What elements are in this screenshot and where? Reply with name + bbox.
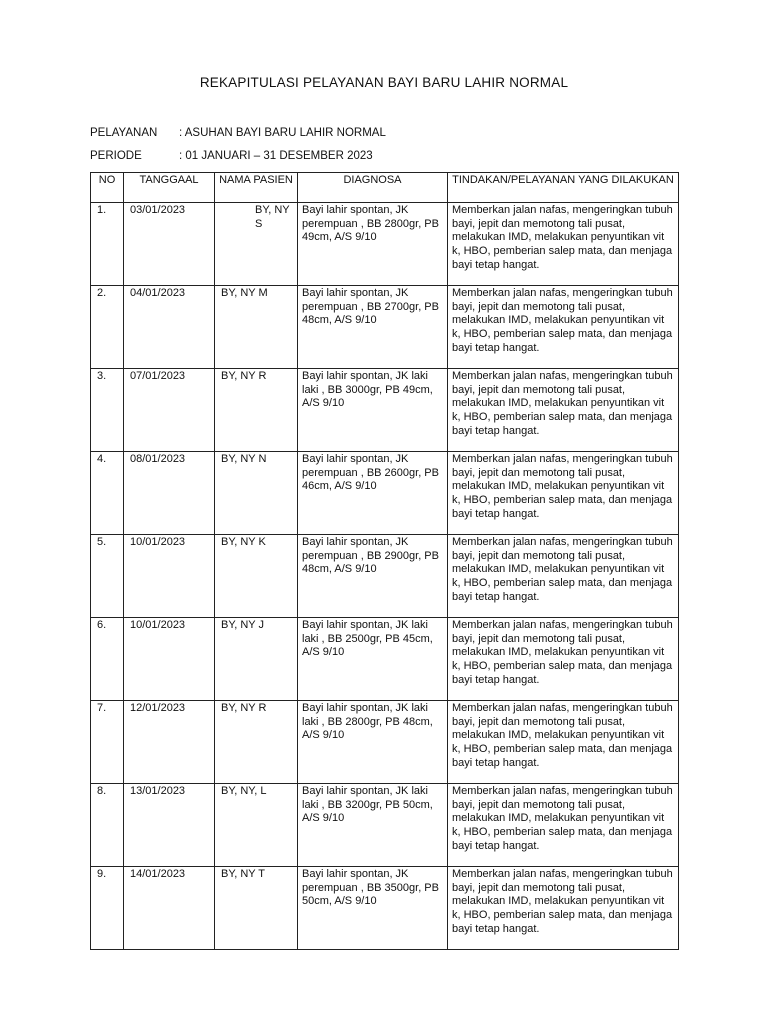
header-diagnosa: DIAGNOSA — [298, 173, 448, 203]
table-body — [91, 203, 679, 950]
header-tanggal: TANGGAAL — [124, 173, 215, 203]
cell-tindakan: Memberkan jalan nafas, mengeringkan tubuh bayi, jepit dan memotong tali pusat, melakukan IMD, melakukan penyuntikan vit k, HBO, pemberian salep mata, dan menjaga bayi tetap hangat. — [448, 867, 679, 950]
cell-no: 2. — [91, 286, 124, 369]
meta-value: : 01 JANUARI – 31 DESEMBER 2023 — [179, 150, 373, 162]
cell-tanggal: 03/01/2023 — [124, 203, 215, 286]
table-row — [91, 867, 679, 950]
cell-no: 9. — [91, 867, 124, 950]
cell-tindakan: Memberkan jalan nafas, mengeringkan tubuh bayi, jepit dan memotong tali pusat, melakukan IMD, melakukan penyuntikan vit k, HBO, pemberian salep mata, dan menjaga bayi tetap hangat. — [448, 286, 679, 369]
cell-tindakan: Memberkan jalan nafas, mengeringkan tubuh bayi, jepit dan memotong tali pusat, melakukan IMD, melakukan penyuntikan vit k, HBO, pemberian salep mata, dan menjaga bayi tetap hangat. — [448, 535, 679, 618]
cell-nama: BY, NY R — [215, 701, 298, 784]
cell-nama: BY, NY, L — [215, 784, 298, 867]
table-row — [91, 369, 679, 452]
cell-diagnosa: Bayi lahir spontan, JK laki laki , BB 2500gr, PB 45cm, A/S 9/10 — [298, 618, 448, 701]
header-no: NO — [91, 173, 124, 203]
cell-diagnosa: Bayi lahir spontan, JK perempuan , BB 2900gr, PB 48cm, A/S 9/10 — [298, 535, 448, 618]
meta-periode — [90, 150, 373, 162]
cell-tanggal: 12/01/2023 — [124, 701, 215, 784]
cell-no: 4. — [91, 452, 124, 535]
cell-diagnosa: Bayi lahir spontan, JK laki laki , BB 3000gr, PB 49cm, A/S 9/10 — [298, 369, 448, 452]
rekap-table — [90, 172, 679, 950]
cell-nama: BY, NY R — [215, 369, 298, 452]
cell-no: 6. — [91, 618, 124, 701]
meta-label: PERIODE — [90, 150, 142, 162]
cell-tindakan: Memberkan jalan nafas, mengeringkan tubuh bayi, jepit dan memotong tali pusat, melakukan IMD, melakukan penyuntikan vit k, HBO, pemberian salep mata, dan menjaga bayi tetap hangat. — [448, 784, 679, 867]
page-title: REKAPITULASI PELAYANAN BAYI BARU LAHIR NORMAL — [199, 75, 569, 90]
cell-tindakan: Memberkan jalan nafas, mengeringkan tubuh bayi, jepit dan memotong tali pusat, melakukan IMD, melakukan penyuntikan vit k, HBO, pemberian salep mata, dan menjaga bayi tetap hangat. — [448, 618, 679, 701]
cell-tanggal: 14/01/2023 — [124, 867, 215, 950]
cell-diagnosa: Bayi lahir spontan, JK perempuan , BB 2600gr, PB 46cm, A/S 9/10 — [298, 452, 448, 535]
cell-diagnosa: Bayi lahir spontan, JK perempuan , BB 3500gr, PB 50cm, A/S 9/10 — [298, 867, 448, 950]
cell-no: 8. — [91, 784, 124, 867]
cell-diagnosa: Bayi lahir spontan, JK laki laki , BB 2800gr, PB 48cm, A/S 9/10 — [298, 701, 448, 784]
cell-no: 1. — [91, 203, 124, 286]
cell-nama: BY, NY T — [215, 867, 298, 950]
cell-no: 7. — [91, 701, 124, 784]
cell-tindakan: Memberkan jalan nafas, mengeringkan tubuh bayi, jepit dan memotong tali pusat, melakukan IMD, melakukan penyuntikan vit k, HBO, pemberian salep mata, dan menjaga bayi tetap hangat. — [448, 452, 679, 535]
header-tindakan: TINDAKAN/PELAYANAN YANG DILAKUKAN — [448, 173, 679, 203]
cell-tindakan: Memberkan jalan nafas, mengeringkan tubuh bayi, jepit dan memotong tali pusat, melakukan IMD, melakukan penyuntikan vit k, HBO, pemberian salep mata, dan menjaga bayi tetap hangat. — [448, 203, 679, 286]
table-row — [91, 286, 679, 369]
meta-pelayanan — [90, 127, 386, 139]
header-nama: NAMA PASIEN — [215, 173, 298, 203]
cell-tindakan: Memberkan jalan nafas, mengeringkan tubuh bayi, jepit dan memotong tali pusat, melakukan IMD, melakukan penyuntikan vit k, HBO, pemberian salep mata, dan menjaga bayi tetap hangat. — [448, 369, 679, 452]
cell-no: 3. — [91, 369, 124, 452]
cell-tanggal: 04/01/2023 — [124, 286, 215, 369]
cell-tanggal: 10/01/2023 — [124, 535, 215, 618]
cell-diagnosa: Bayi lahir spontan, JK perempuan , BB 2700gr, PB 48cm, A/S 9/10 — [298, 286, 448, 369]
cell-nama: BY, NY M — [215, 286, 298, 369]
cell-tindakan: Memberkan jalan nafas, mengeringkan tubuh bayi, jepit dan memotong tali pusat, melakukan IMD, melakukan penyuntikan vit k, HBO, pemberian salep mata, dan menjaga bayi tetap hangat. — [448, 701, 679, 784]
table-row — [91, 535, 679, 618]
cell-nama: BY, NY K — [215, 535, 298, 618]
cell-nama: BY, NY S — [215, 203, 298, 286]
cell-nama: BY, NY N — [215, 452, 298, 535]
meta-label: PELAYANAN — [90, 127, 158, 139]
cell-tanggal: 13/01/2023 — [124, 784, 215, 867]
cell-diagnosa: Bayi lahir spontan, JK perempuan , BB 2800gr, PB 49cm, A/S 9/10 — [298, 203, 448, 286]
table-row — [91, 701, 679, 784]
cell-diagnosa: Bayi lahir spontan, JK laki laki , BB 3200gr, PB 50cm, A/S 9/10 — [298, 784, 448, 867]
meta-value: : ASUHAN BAYI BARU LAHIR NORMAL — [179, 127, 386, 139]
table-row — [91, 203, 679, 286]
cell-tanggal: 07/01/2023 — [124, 369, 215, 452]
cell-tanggal: 10/01/2023 — [124, 618, 215, 701]
table-row — [91, 784, 679, 867]
table-row — [91, 618, 679, 701]
cell-no: 5. — [91, 535, 124, 618]
cell-nama: BY, NY J — [215, 618, 298, 701]
table-header-row — [91, 173, 679, 203]
table-row — [91, 452, 679, 535]
cell-tanggal: 08/01/2023 — [124, 452, 215, 535]
